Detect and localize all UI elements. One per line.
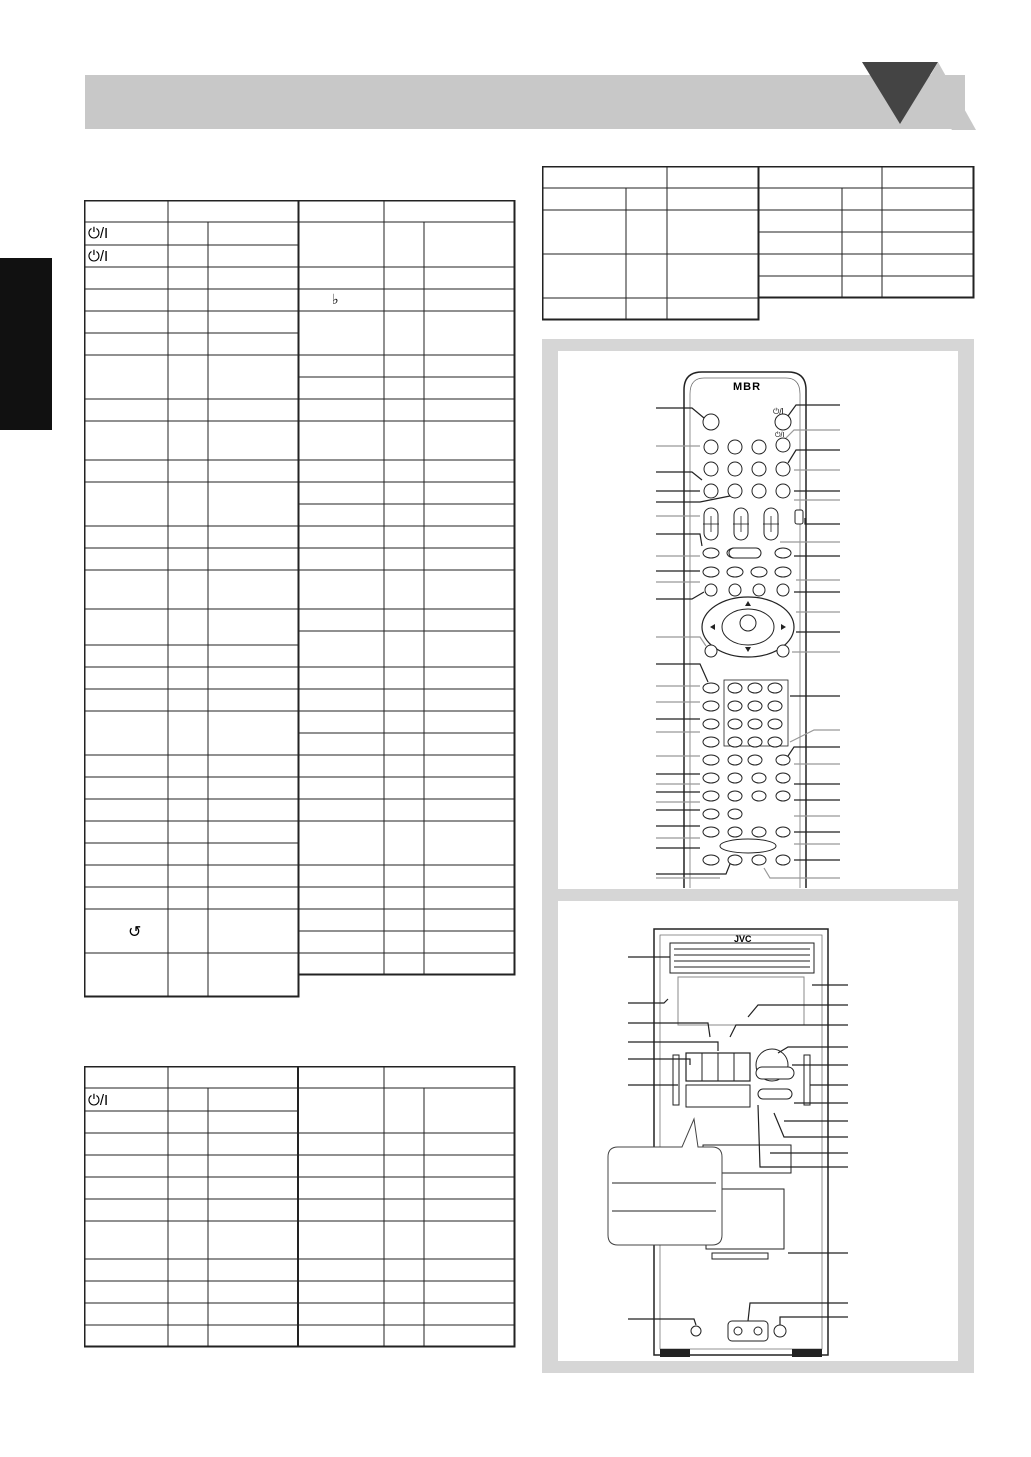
remote-buttons-table [84, 200, 516, 998]
remote-power-label-2: ⏻/I [775, 432, 785, 439]
power-symbol-2: ⏻/I [88, 248, 109, 265]
right-top-table [542, 166, 976, 322]
side-index-tab [0, 258, 52, 430]
main-unit-buttons-table [84, 1066, 516, 1348]
flat-symbol: ♭ [332, 291, 339, 307]
remote-power-label: ⏻/I [773, 407, 784, 416]
power-symbol-3: ⏻/I [88, 1092, 109, 1109]
repeat-icon: ↺ [128, 924, 142, 941]
remote-control-illustration [600, 360, 890, 890]
section-arrow-icon [862, 62, 976, 132]
main-unit-illustration [598, 925, 888, 1365]
page-header-banner [85, 75, 965, 129]
unit-brand-label: JVC [734, 934, 752, 944]
power-symbol-1: ⏻/I [88, 225, 109, 242]
remote-brand-label: MBR [733, 381, 762, 393]
